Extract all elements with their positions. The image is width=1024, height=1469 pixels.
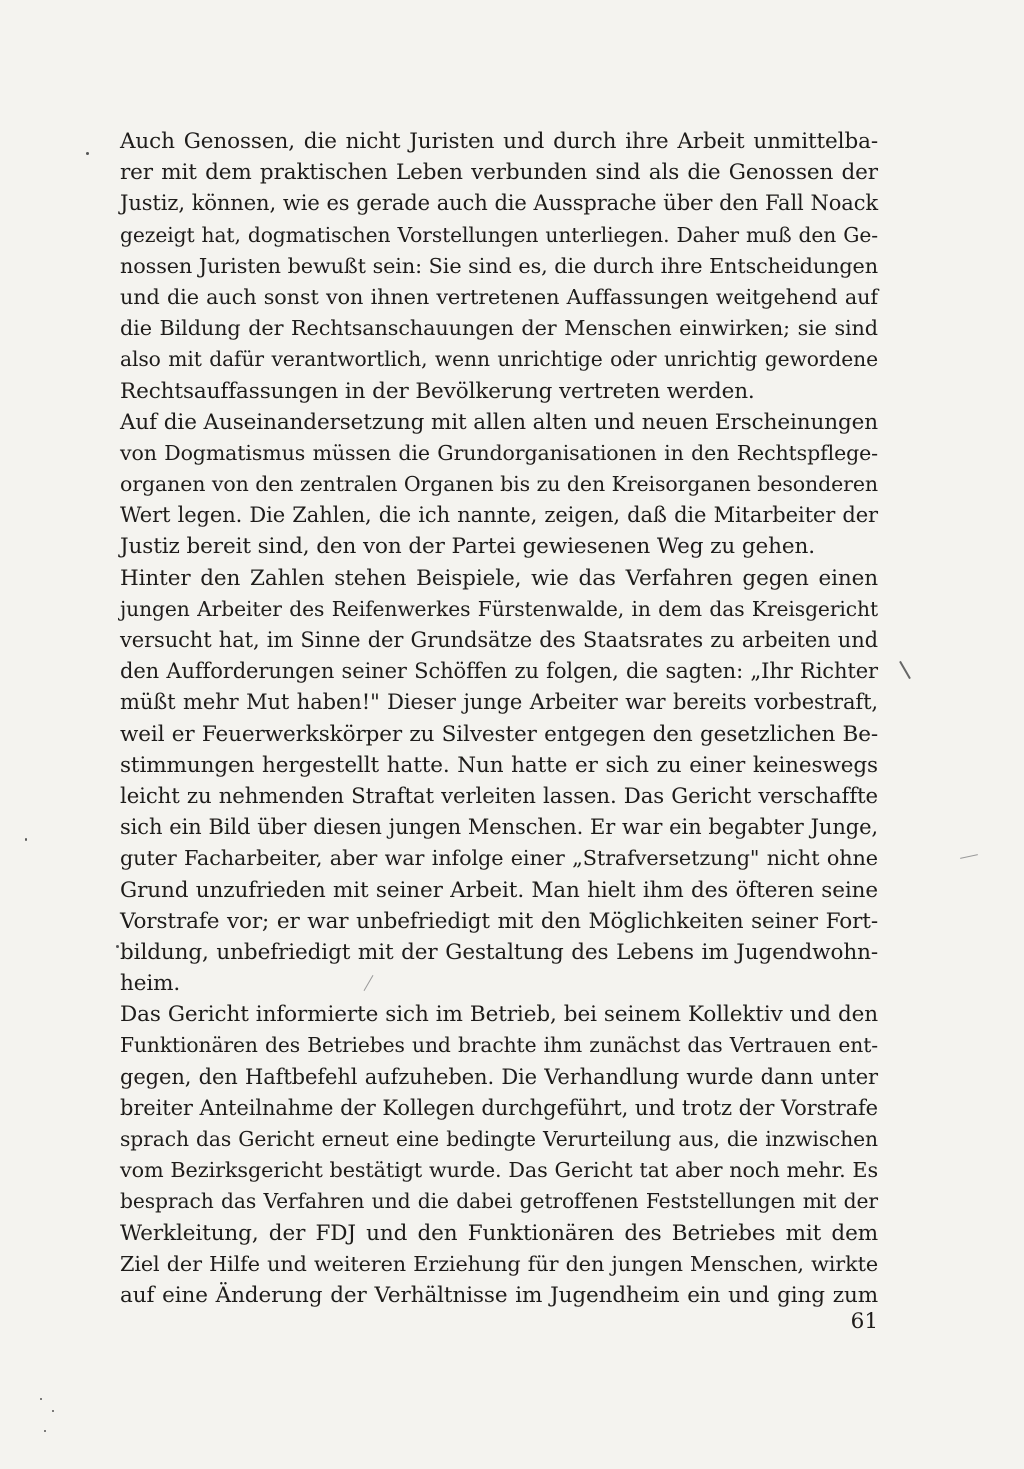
scan-speck xyxy=(40,1398,42,1400)
text-line: Werkleitung, der FDJ und den Funktionären des Betriebes mit dem xyxy=(120,1220,878,1246)
text-line: also mit dafür verantwortlich, wenn unrichtige oder unrichtig gewordene xyxy=(120,347,878,372)
text-line: auf eine Änderung der Verhältnisse im Jugendheim ein und ging zum xyxy=(120,1282,878,1308)
scan-mark xyxy=(960,854,978,859)
text-line: Justiz bereit sind, den von der Partei gewiesenen Weg zu gehen. xyxy=(120,534,816,560)
text-line: organen von den zentralen Organen bis zu den Kreisorganen besonderen xyxy=(120,472,878,497)
text-line: Rechtsauffassungen in der Bevölkerung vertreten werden. xyxy=(120,378,755,404)
text-line: Ziel der Hilfe und weiteren Erziehung für den jungen Menschen, wirkte xyxy=(120,1251,878,1276)
text-line: rer mit dem praktischen Leben verbunden sind als die Genossen der xyxy=(120,160,878,186)
text-line: leicht zu nehmenden Straftat verleiten lassen. Das Gericht verschaffte xyxy=(120,783,878,809)
text-line: weil er Feuerwerkskörper zu Silvester entgegen den gesetzlichen Be- xyxy=(120,721,878,747)
text-line: müßt mehr Mut haben!" Dieser junge Arbeiter war bereits vorbestraft, xyxy=(120,690,878,715)
scan-speck xyxy=(86,152,89,155)
scan-speck xyxy=(25,838,27,841)
scan-speck xyxy=(44,1430,46,1432)
text-line: heim. xyxy=(120,971,181,997)
text-line: jungen Arbeiter des Reifenwerkes Fürstenwalde, in dem das Kreisgericht xyxy=(120,596,878,621)
text-line: gegen, den Haftbefehl aufzuheben. Die Verhandlung wurde dann unter xyxy=(120,1064,878,1089)
scan-speck xyxy=(52,1410,54,1412)
text-line: von Dogmatismus müssen die Grundorganisationen in den Rechtspflege- xyxy=(120,440,878,465)
text-line: sprach das Gericht erneut eine bedingte Verurteilung aus, die inzwischen xyxy=(120,1127,878,1151)
text-line: den Aufforderungen seiner Schöffen zu folgen, die sagten: „Ihr Richter xyxy=(120,659,878,684)
text-line: bildung, unbefriedigt mit der Gestaltung des Lebens im Jugendwohn- xyxy=(120,939,878,965)
text-line: stimmungen hergestellt hatte. Nun hatte er sich zu einer keineswegs xyxy=(120,752,878,778)
scan-mark xyxy=(899,661,911,679)
text-line: Grund unzufrieden mit seiner Arbeit. Man hielt ihm des öfteren seine xyxy=(120,877,878,903)
text-line: Hinter den Zahlen stehen Beispiele, wie das Verfahren gegen einen xyxy=(120,565,878,591)
text-line: Auch Genossen, die nicht Juristen und durch ihre Arbeit unmittelba- xyxy=(120,129,878,154)
text-line: die Bildung der Rechtsanschauungen der Menschen einwirken; sie sind xyxy=(120,316,878,341)
scan-speck xyxy=(116,945,119,948)
text-line: Wert legen. Die Zahlen, die ich nannte, zeigen, daß die Mitarbeiter der xyxy=(120,503,878,528)
text-line: guter Facharbeiter, aber war infolge einer „Strafversetzung" nicht ohne xyxy=(120,846,878,871)
text-line: gezeigt hat, dogmatischen Vorstellungen unterliegen. Daher muß den Ge- xyxy=(120,222,878,247)
text-line: besprach das Verfahren und die dabei getroffenen Feststellungen mit der xyxy=(120,1189,878,1214)
text-line: Das Gericht informierte sich im Betrieb, bei seinem Kollektiv und den xyxy=(120,1002,878,1028)
text-line: sich ein Bild über diesen jungen Menschen. Er war ein begabter Junge, xyxy=(120,815,878,840)
text-line: vom Bezirksgericht bestätigt wurde. Das Gericht tat aber noch mehr. Es xyxy=(120,1158,878,1183)
text-line: Justiz, können, wie es gerade auch die Aussprache über den Fall Noack xyxy=(120,191,878,216)
page-number: 61 xyxy=(850,1309,878,1334)
text-line: Vorstrafe vor; er war unbefriedigt mit den Möglichkeiten seiner Fort- xyxy=(120,908,878,934)
text-line: breiter Anteilnahme der Kollegen durchgeführt, und trotz der Vorstrafe xyxy=(120,1095,878,1120)
text-line: nossen Juristen bewußt sein: Sie sind es, die durch ihre Entscheidungen xyxy=(120,253,878,278)
text-line: Funktionären des Betriebes und brachte ihm zunächst das Vertrauen ent- xyxy=(120,1033,878,1058)
text-line: und die auch sonst von ihnen vertretenen Auffassungen weitgehend auf xyxy=(120,284,878,309)
text-line: versucht hat, im Sinne der Grundsätze des Staatsrates zu arbeiten und xyxy=(120,628,878,652)
text-line: Auf die Auseinandersetzung mit allen alten und neuen Erscheinungen xyxy=(120,409,878,435)
body-text xyxy=(120,126,878,1311)
